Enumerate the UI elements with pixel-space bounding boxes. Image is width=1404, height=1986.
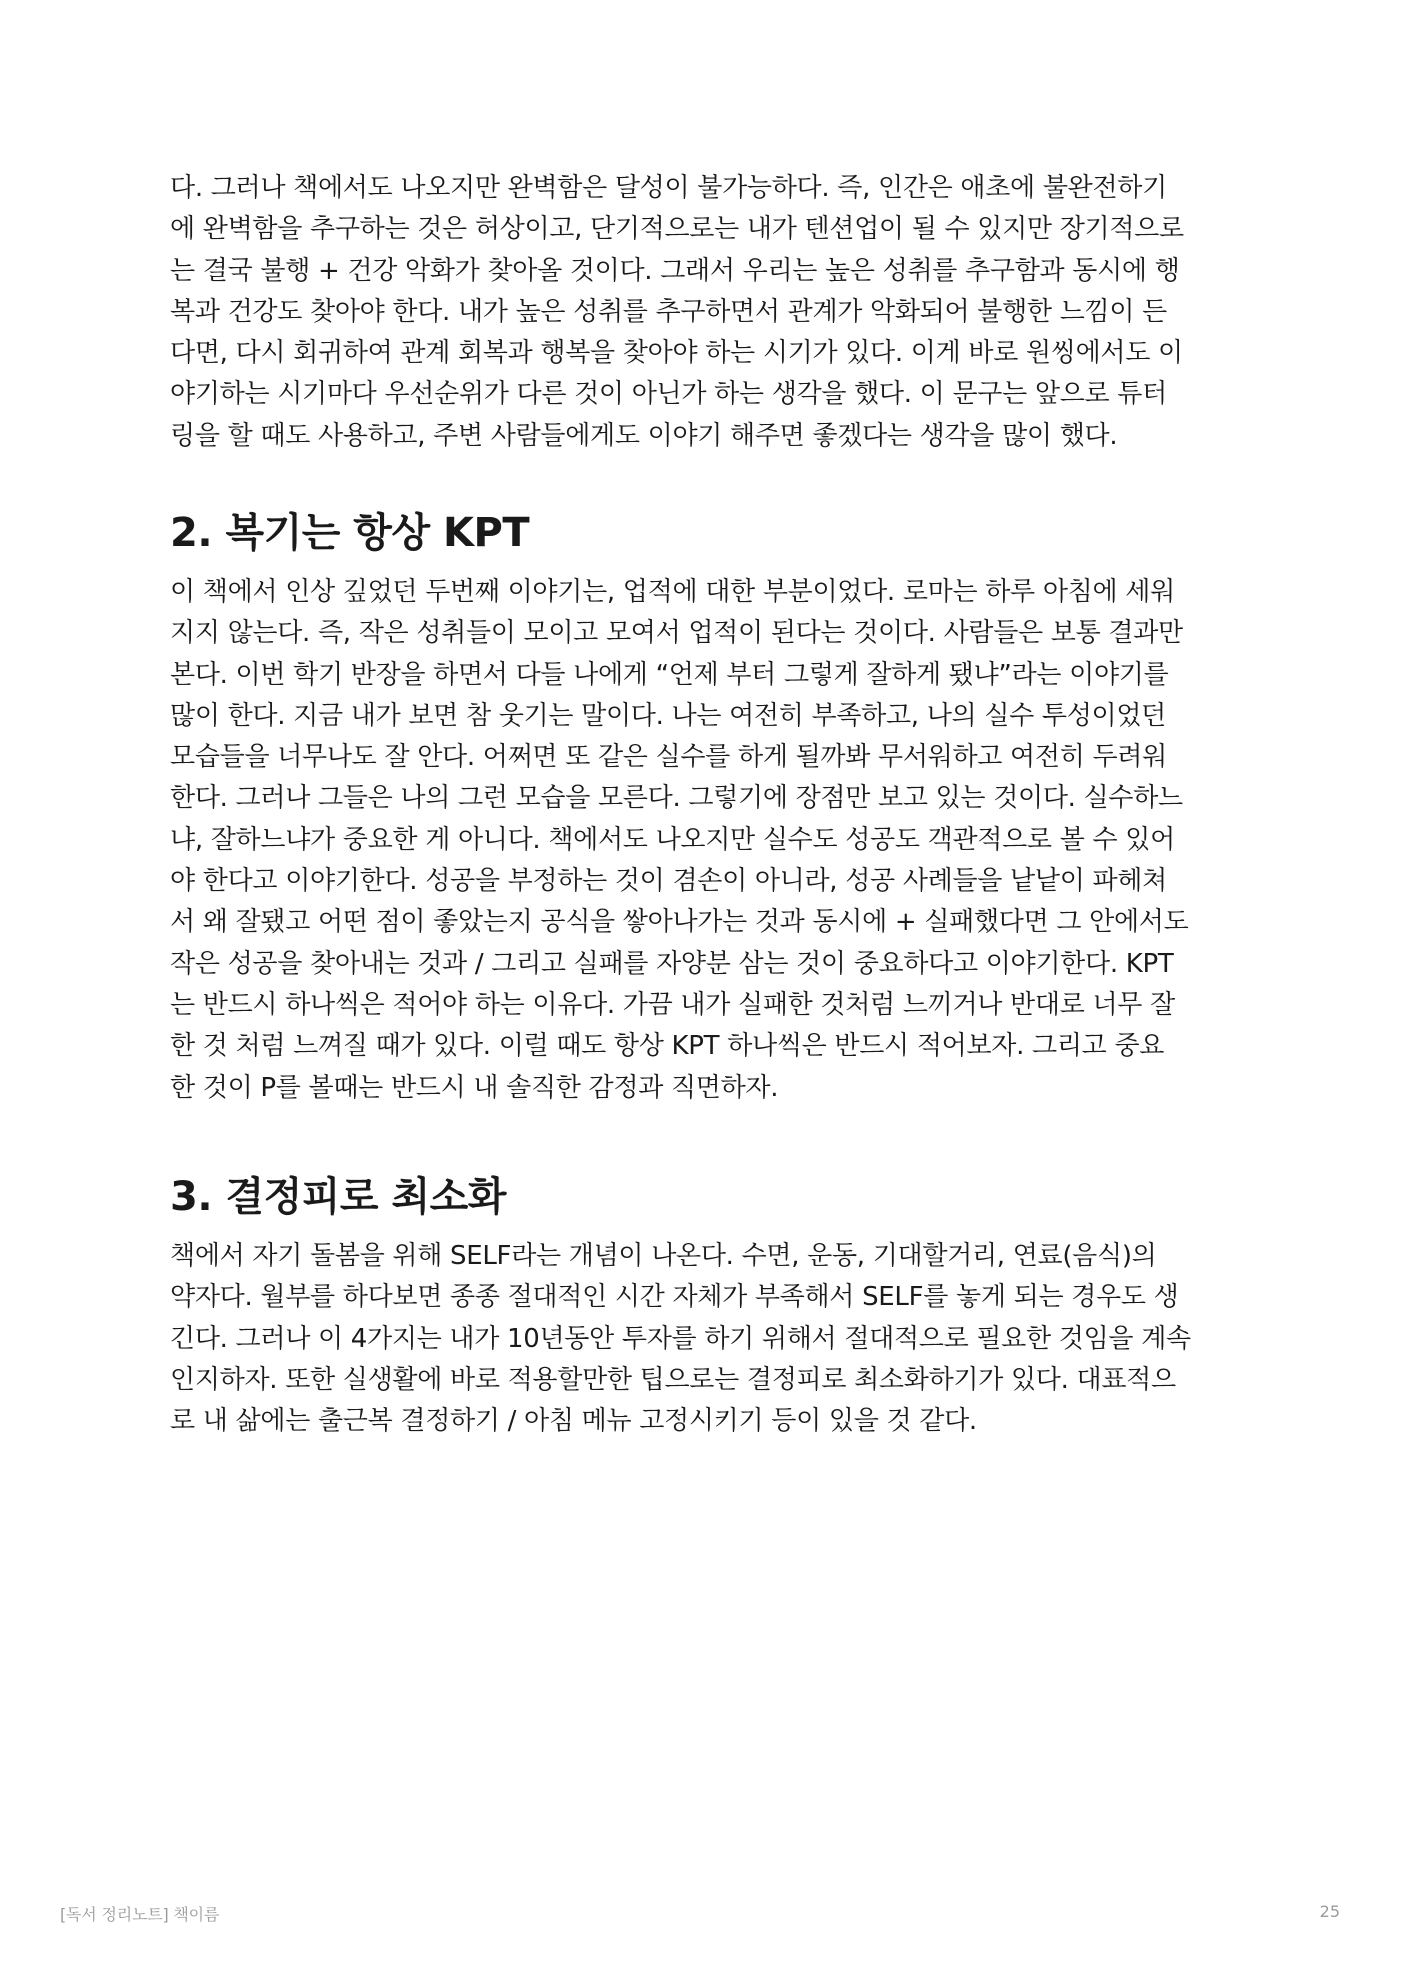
paragraph-line: 는 반드시 하나씩은 적어야 하는 이유다. 가끔 내가 실패한 것처럼 느끼거나 반대로 너무 잘 xyxy=(170,989,1175,1020)
paragraph-line: 야기하는 시기마다 우선순위가 다른 것이 아닌가 하는 생각을 했다. 이 문구는 앞으로 튜터 xyxy=(170,379,1167,410)
paragraph-line: 한 것이 P를 볼때는 반드시 내 솔직한 감정과 직면하자. xyxy=(170,1072,779,1103)
footer-page-number: 25 xyxy=(1319,1902,1340,1921)
paragraph-line: 책에서 자기 돌봄을 위해 SELF라는 개념이 나온다. 수면, 운동, 기대할거리, 연료(음식)의 xyxy=(170,1241,1157,1271)
paragraph-line: 는 결국 불행 + 건강 악화가 찾아올 것이다. 그래서 우리는 높은 성취를 추구함과 동시에 행 xyxy=(170,255,1180,286)
paragraph-line: 한 것 처럼 느껴질 때가 있다. 이럴 때도 항상 KPT 하나씩은 반드시 적어보자. 그리고 중요 xyxy=(170,1031,1165,1062)
paragraph-line: 야 한다고 이야기한다. 성공을 부정하는 것이 겸손이 아니라, 성공 사례들을 낱낱이 파헤쳐 xyxy=(170,866,1167,897)
paragraph-line: 긴다. 그러나 이 4가지는 내가 10년동안 투자를 하기 위해서 절대적으로 필요한 것임을 계속 xyxy=(170,1323,1191,1354)
paragraph-line: 에 완벽함을 추구하는 것은 허상이고, 단기적으로는 내가 텐션업이 될 수 있지만 장기적으로 xyxy=(170,214,1184,245)
section-heading-kpt: 2. 복기는 항상 KPT xyxy=(170,510,530,556)
paragraph-line: 링을 할 때도 사용하고, 주변 사람들에게도 이야기 해주면 좋겠다는 생각을 많이 했다. xyxy=(170,420,1118,451)
section-heading-decision-fatigue: 3. 결정피로 최소화 xyxy=(170,1174,506,1220)
kpt-paragraph xyxy=(170,572,1188,1109)
paragraph-line: 많이 한다. 지금 내가 보면 참 웃기는 말이다. 나는 여전히 부족하고, 나의 실수 투성이었던 xyxy=(170,700,1166,731)
paragraph-line: 다. 그러나 책에서도 나오지만 완벽함은 달성이 불가능하다. 즉, 인간은 애초에 불완전하기 xyxy=(170,173,1167,203)
paragraph-line: 약자다. 월부를 하다보면 종종 절대적인 시간 자체가 부족해서 SELF를 놓게 되는 경우도 생 xyxy=(170,1282,1179,1313)
paragraph-line: 모습들을 너무나도 잘 안다. 어쩌면 또 같은 실수를 하게 될까봐 무서워하고 여전히 두려워 xyxy=(170,742,1167,773)
paragraph-line: 냐, 잘하느냐가 중요한 게 아니다. 책에서도 나오지만 실수도 성공도 객관적으로 볼 수 있어 xyxy=(170,824,1175,855)
paragraph-line: 지지 않는다. 즉, 작은 성취들이 모이고 모여서 업적이 된다는 것이다. 사람들은 보통 결과만 xyxy=(170,618,1183,649)
paragraph-line: 다면, 다시 회귀하여 관계 회복과 행복을 찾아야 하는 시기가 있다. 이게 바로 원씽에서도 이 xyxy=(170,338,1183,369)
paragraph-line: 복과 건강도 찾아야 한다. 내가 높은 성취를 추구하면서 관계가 악화되어 불행한 느낌이 든 xyxy=(170,296,1167,327)
decision-fatigue-paragraph xyxy=(170,1236,1191,1442)
paragraph-line: 한다. 그러나 그들은 나의 그런 모습을 모른다. 그렇기에 장점만 보고 있는 것이다. 실수하느 xyxy=(170,783,1183,814)
paragraph-line: 이 책에서 인상 깊었던 두번째 이야기는, 업적에 대한 부분이었다. 로마는 하루 아침에 세워 xyxy=(170,577,1175,607)
paragraph-line: 서 왜 잘됐고 어떤 점이 좋았는지 공식을 쌓아나가는 것과 동시에 + 실패했다면 그 안에서도 xyxy=(170,907,1189,938)
paragraph-line: 작은 성공을 찾아내는 것과 / 그리고 실패를 자양분 삼는 것이 중요하다고 이야기한다. KPT xyxy=(170,948,1174,979)
intro-paragraph xyxy=(170,168,1184,457)
paragraph-line: 로 내 삶에는 출근복 결정하기 / 아침 메뉴 고정시키기 등이 있을 것 같다. xyxy=(170,1406,977,1437)
footer-document-title: [독서 정리노트] 책이름 xyxy=(60,1905,220,1924)
paragraph-line: 본다. 이번 학기 반장을 하면서 다들 나에게 “언제 부터 그렇게 잘하게 됐냐”라는 이야기를 xyxy=(170,659,1169,690)
paragraph-line: 인지하자. 또한 실생활에 바로 적용할만한 팁으로는 결정피로 최소화하기가 있다. 대표적으 xyxy=(170,1364,1176,1395)
